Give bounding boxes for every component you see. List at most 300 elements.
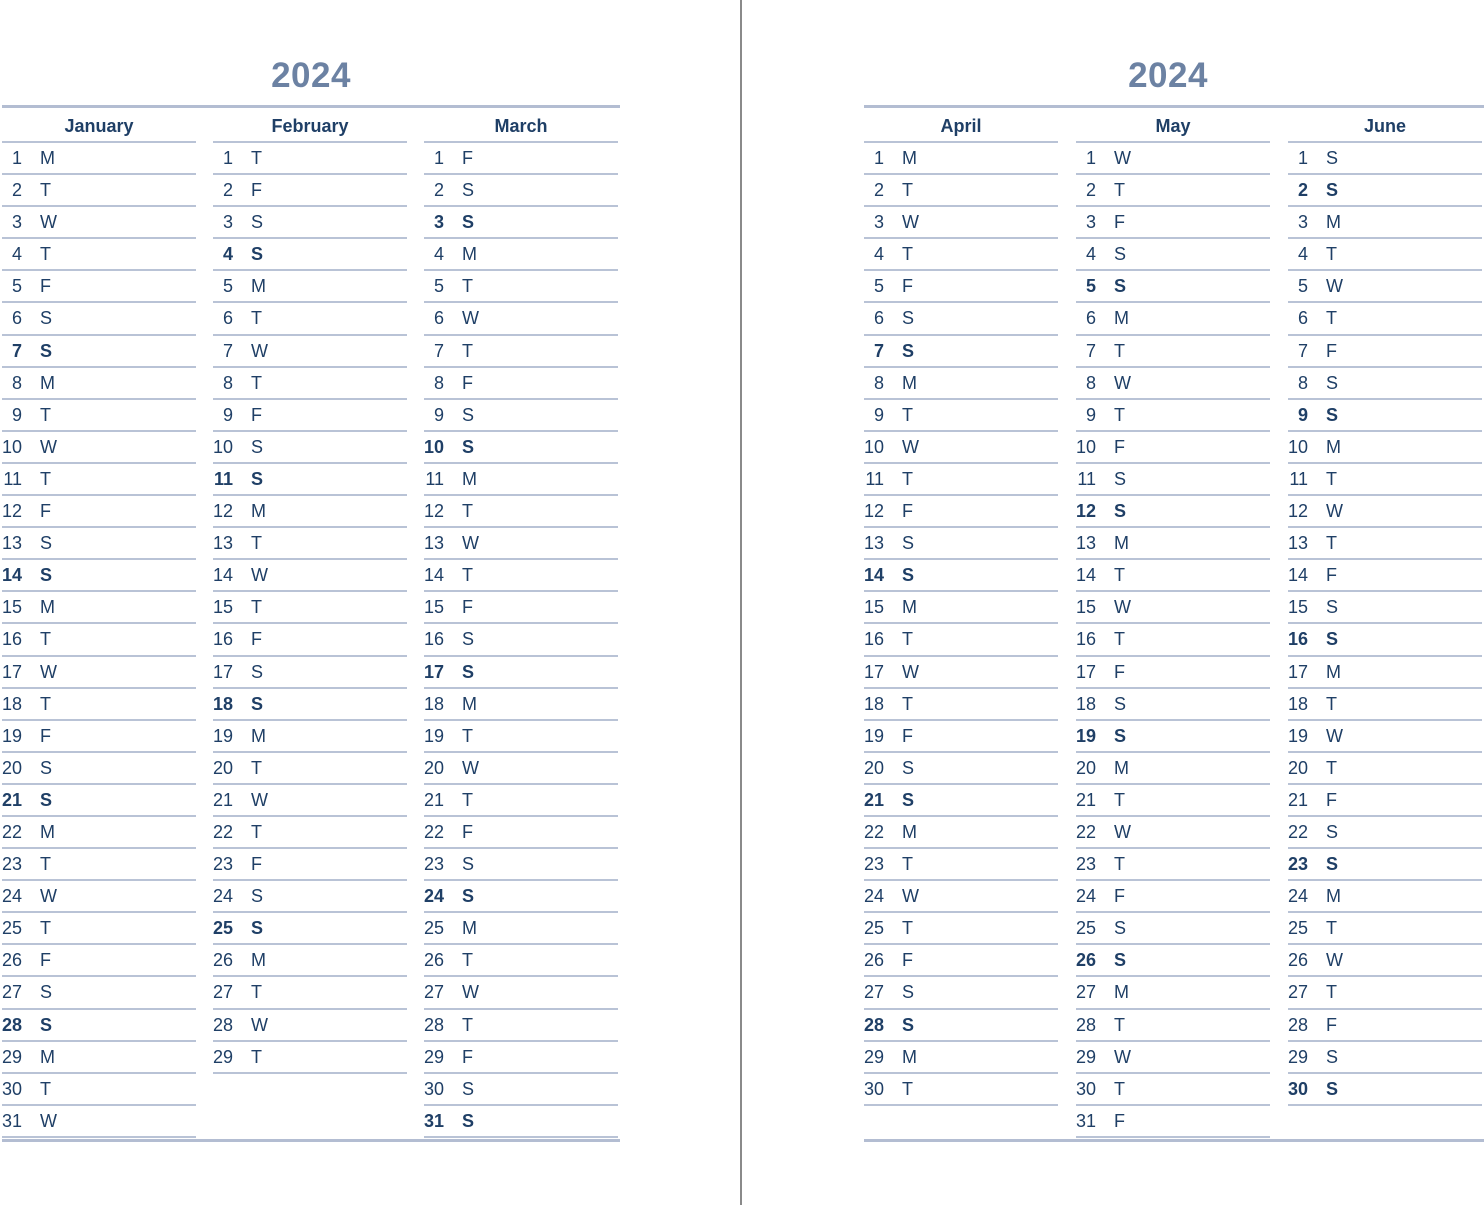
weekday-letter: W <box>1326 725 1343 746</box>
weekday-letter: M <box>1326 661 1341 682</box>
weekday-letter: W <box>40 212 57 233</box>
day-number: 3 <box>1085 212 1096 233</box>
day-row <box>424 721 618 753</box>
weekday-letter: S <box>902 789 915 810</box>
weekday-letter: S <box>251 693 264 714</box>
day-number: 1 <box>222 148 233 168</box>
day-number: 18 <box>423 693 444 714</box>
day-row <box>424 753 618 785</box>
weekday-letter: T <box>1114 404 1125 425</box>
day-row <box>1288 849 1482 881</box>
weekday-letter: W <box>1326 950 1343 971</box>
day-number: 16 <box>1075 629 1096 650</box>
day-number: 17 <box>423 661 444 682</box>
weekday-letter: S <box>1326 854 1339 875</box>
day-row <box>2 785 196 817</box>
weekday-letter: S <box>1114 501 1127 522</box>
day-number: 28 <box>863 1014 884 1035</box>
weekday-letter: T <box>1114 1078 1125 1099</box>
weekday-letter: T <box>1114 340 1125 361</box>
day-number: 2 <box>11 180 22 201</box>
day-number: 2 <box>873 180 884 201</box>
weekday-letter: S <box>1326 629 1339 650</box>
day-row <box>2 336 196 368</box>
weekday-letter: W <box>902 436 919 457</box>
day-number: 17 <box>1075 661 1096 682</box>
day-number: 8 <box>11 372 22 393</box>
weekday-letter: M <box>251 725 266 746</box>
day-row <box>2 817 196 849</box>
day-row <box>2 1010 196 1042</box>
day-row <box>864 753 1058 785</box>
day-number: 17 <box>1 661 22 682</box>
day-number: 7 <box>222 340 233 361</box>
day-row <box>213 528 407 560</box>
day-row <box>424 336 618 368</box>
weekday-letter: T <box>251 757 262 778</box>
day-row <box>864 913 1058 945</box>
day-row <box>424 817 618 849</box>
day-row <box>213 785 407 817</box>
day-row <box>864 464 1058 496</box>
day-number: 17 <box>1287 661 1308 682</box>
day-list <box>864 143 1058 1106</box>
day-number: 14 <box>423 565 444 586</box>
day-row <box>1076 1042 1270 1074</box>
weekday-letter: F <box>1326 565 1337 586</box>
day-number: 12 <box>1287 501 1308 522</box>
day-row <box>1288 1074 1482 1106</box>
weekday-letter: T <box>902 629 913 650</box>
bottom-rule <box>2 1139 620 1142</box>
calendar-page-right <box>864 0 1484 1205</box>
weekday-letter: F <box>251 854 262 875</box>
weekday-letter: T <box>902 1078 913 1099</box>
weekday-letter: M <box>902 148 917 168</box>
day-number: 7 <box>1085 340 1096 361</box>
weekday-letter: F <box>1326 789 1337 810</box>
day-row <box>864 432 1058 464</box>
weekday-letter: S <box>1326 148 1339 168</box>
day-number: 15 <box>212 597 233 618</box>
day-number: 3 <box>222 212 233 233</box>
weekday-letter: T <box>1326 757 1337 778</box>
day-number: 29 <box>212 1046 233 1067</box>
day-row <box>424 913 618 945</box>
top-rule <box>2 105 620 108</box>
weekday-letter: S <box>462 436 475 457</box>
day-row <box>213 303 407 335</box>
weekday-letter: F <box>1114 436 1125 457</box>
day-number: 11 <box>3 468 22 489</box>
day-number: 9 <box>222 404 233 425</box>
weekday-letter: S <box>462 661 475 682</box>
day-number: 4 <box>11 244 22 265</box>
day-row <box>1076 817 1270 849</box>
month-february <box>213 110 407 1074</box>
weekday-letter: W <box>40 661 57 682</box>
day-number: 10 <box>212 436 233 457</box>
day-row <box>1076 464 1270 496</box>
day-number: 18 <box>1 693 22 714</box>
day-row <box>1288 368 1482 400</box>
day-row <box>213 560 407 592</box>
weekday-letter: M <box>1114 308 1129 329</box>
weekday-letter: F <box>902 725 913 746</box>
weekday-letter: M <box>40 1046 55 1067</box>
day-row <box>2 1042 196 1074</box>
weekday-letter: S <box>462 886 475 907</box>
day-number: 27 <box>212 982 233 1003</box>
day-row <box>864 528 1058 560</box>
day-row <box>864 271 1058 303</box>
weekday-letter: S <box>251 468 264 489</box>
day-number: 30 <box>1287 1078 1308 1099</box>
day-row <box>864 1042 1058 1074</box>
month-title: May <box>1076 110 1270 143</box>
weekday-letter: S <box>462 180 475 201</box>
day-row <box>2 945 196 977</box>
day-number: 22 <box>1075 821 1096 842</box>
weekday-letter: F <box>1114 886 1125 907</box>
weekday-letter: W <box>462 308 479 329</box>
weekday-letter: W <box>251 565 268 586</box>
day-number: 14 <box>1075 565 1096 586</box>
day-list <box>1076 143 1270 1138</box>
day-row <box>864 1010 1058 1042</box>
day-row <box>1076 1106 1270 1138</box>
day-row <box>424 432 618 464</box>
day-number: 21 <box>1287 789 1308 810</box>
day-number: 15 <box>1287 597 1308 618</box>
day-row <box>1288 977 1482 1009</box>
weekday-letter: S <box>1326 404 1339 425</box>
day-row <box>424 271 618 303</box>
day-number: 20 <box>423 757 444 778</box>
day-row <box>213 239 407 271</box>
day-number: 6 <box>873 308 884 329</box>
month-title: February <box>213 110 407 143</box>
day-number: 8 <box>222 372 233 393</box>
day-row <box>424 400 618 432</box>
day-number: 12 <box>1075 501 1096 522</box>
day-number: 5 <box>433 276 444 297</box>
day-number: 14 <box>1 565 22 586</box>
day-row <box>1288 464 1482 496</box>
weekday-letter: T <box>902 468 913 489</box>
day-number: 26 <box>1 950 22 971</box>
weekday-letter: T <box>462 565 473 586</box>
calendar-page-left <box>2 0 620 1205</box>
weekday-letter: T <box>40 854 51 875</box>
day-row <box>424 592 618 624</box>
day-row <box>213 368 407 400</box>
day-number: 1 <box>433 148 444 168</box>
day-number: 23 <box>1075 854 1096 875</box>
weekday-letter: T <box>1114 854 1125 875</box>
day-row <box>213 1010 407 1042</box>
day-number: 12 <box>863 501 884 522</box>
day-number: 9 <box>11 404 22 425</box>
day-row <box>864 496 1058 528</box>
weekday-letter: W <box>40 436 57 457</box>
month-may <box>1076 110 1270 1138</box>
day-row <box>213 592 407 624</box>
weekday-letter: S <box>251 212 264 233</box>
day-number: 5 <box>873 276 884 297</box>
weekday-letter: S <box>902 533 915 554</box>
day-number: 28 <box>423 1014 444 1035</box>
day-row <box>1076 400 1270 432</box>
day-row <box>424 1106 618 1138</box>
weekday-letter: M <box>251 501 266 522</box>
day-row <box>1288 624 1482 656</box>
day-row <box>864 592 1058 624</box>
weekday-letter: T <box>462 276 473 297</box>
weekday-letter: M <box>902 821 917 842</box>
day-row <box>1076 560 1270 592</box>
weekday-letter: S <box>40 757 53 778</box>
weekday-letter: T <box>902 854 913 875</box>
day-number: 22 <box>212 821 233 842</box>
weekday-letter: W <box>251 1014 268 1035</box>
day-row <box>213 464 407 496</box>
day-number: 7 <box>11 340 22 361</box>
day-row <box>213 881 407 913</box>
day-list <box>1288 143 1482 1106</box>
day-row <box>424 881 618 913</box>
day-number: 28 <box>1287 1014 1308 1035</box>
day-row <box>864 368 1058 400</box>
day-number: 25 <box>1 918 22 939</box>
weekday-letter: S <box>902 1014 915 1035</box>
day-row <box>1076 785 1270 817</box>
page-divider <box>740 0 742 1205</box>
weekday-letter: T <box>462 950 473 971</box>
day-row <box>864 689 1058 721</box>
day-row <box>2 464 196 496</box>
day-number: 11 <box>213 468 233 489</box>
day-row <box>1076 336 1270 368</box>
day-row <box>2 368 196 400</box>
day-number: 24 <box>1075 886 1096 907</box>
day-number: 19 <box>1075 725 1096 746</box>
weekday-letter: F <box>462 372 473 393</box>
day-row <box>1076 624 1270 656</box>
weekday-letter: S <box>462 629 475 650</box>
day-number: 26 <box>212 950 233 971</box>
day-row <box>213 945 407 977</box>
day-number: 31 <box>1 1110 22 1131</box>
day-number: 16 <box>1 629 22 650</box>
day-number: 21 <box>423 789 444 810</box>
bottom-rule <box>864 1139 1484 1142</box>
weekday-letter: T <box>1114 180 1125 201</box>
day-row <box>2 175 196 207</box>
weekday-letter: S <box>251 244 264 265</box>
weekday-letter: M <box>902 597 917 618</box>
day-row <box>424 1074 618 1106</box>
day-number: 9 <box>433 404 444 425</box>
day-number: 15 <box>1075 597 1096 618</box>
day-row <box>1076 303 1270 335</box>
day-row <box>424 143 618 175</box>
day-row <box>864 721 1058 753</box>
day-number: 27 <box>863 982 884 1003</box>
day-row <box>424 303 618 335</box>
day-number: 2 <box>1085 180 1096 201</box>
day-row <box>1076 689 1270 721</box>
weekday-letter: F <box>40 276 51 297</box>
weekday-letter: T <box>40 468 51 489</box>
day-number: 4 <box>873 244 884 265</box>
weekday-letter: T <box>902 918 913 939</box>
day-row <box>1076 721 1270 753</box>
weekday-letter: T <box>1114 789 1125 810</box>
weekday-letter: T <box>1326 308 1337 329</box>
day-number: 19 <box>212 725 233 746</box>
weekday-letter: M <box>40 597 55 618</box>
weekday-letter: T <box>1114 629 1125 650</box>
day-number: 7 <box>873 340 884 361</box>
weekday-letter: M <box>902 372 917 393</box>
day-number: 17 <box>212 661 233 682</box>
year-heading: 2024 <box>1128 56 1208 95</box>
weekday-letter: S <box>40 789 53 810</box>
day-number: 27 <box>423 982 444 1003</box>
day-row <box>213 432 407 464</box>
day-row <box>2 624 196 656</box>
weekday-letter: S <box>462 1110 475 1131</box>
weekday-letter: M <box>462 468 477 489</box>
day-number: 27 <box>1 982 22 1003</box>
weekday-letter: S <box>251 918 264 939</box>
weekday-letter: M <box>462 918 477 939</box>
weekday-letter: S <box>1114 918 1127 939</box>
day-number: 25 <box>1075 918 1096 939</box>
day-number: 1 <box>1085 148 1096 168</box>
day-number: 13 <box>1075 533 1096 554</box>
day-number: 30 <box>1075 1078 1096 1099</box>
weekday-letter: S <box>40 1014 53 1035</box>
weekday-letter: F <box>902 950 913 971</box>
day-row <box>1076 143 1270 175</box>
day-row <box>864 785 1058 817</box>
day-row <box>1076 657 1270 689</box>
day-number: 12 <box>212 501 233 522</box>
day-number: 13 <box>863 533 884 554</box>
day-row <box>2 207 196 239</box>
day-number: 11 <box>1289 468 1308 489</box>
day-row <box>1076 1074 1270 1106</box>
day-number: 5 <box>11 276 22 297</box>
month-april <box>864 110 1058 1106</box>
day-number: 16 <box>863 629 884 650</box>
day-row <box>2 753 196 785</box>
weekday-letter: F <box>462 148 473 168</box>
weekday-letter: T <box>1326 918 1337 939</box>
day-number: 28 <box>1 1014 22 1035</box>
day-number: 15 <box>863 597 884 618</box>
day-number: 14 <box>212 565 233 586</box>
day-row <box>1076 753 1270 785</box>
day-number: 3 <box>1297 212 1308 233</box>
weekday-letter: S <box>251 886 264 907</box>
day-row <box>2 849 196 881</box>
day-number: 9 <box>1085 404 1096 425</box>
weekday-letter: W <box>1114 597 1131 618</box>
day-number: 25 <box>863 918 884 939</box>
day-number: 21 <box>1 789 22 810</box>
day-row <box>1076 1010 1270 1042</box>
day-row <box>1288 881 1482 913</box>
day-row <box>213 1042 407 1074</box>
day-number: 5 <box>1085 276 1096 297</box>
day-row <box>1288 945 1482 977</box>
weekday-letter: M <box>902 1046 917 1067</box>
day-number: 10 <box>1287 436 1308 457</box>
day-number: 3 <box>433 212 444 233</box>
weekday-letter: W <box>251 340 268 361</box>
weekday-letter: W <box>40 886 57 907</box>
day-row <box>2 496 196 528</box>
day-number: 23 <box>1 854 22 875</box>
day-row <box>424 1042 618 1074</box>
weekday-letter: T <box>462 501 473 522</box>
day-number: 1 <box>873 148 884 168</box>
weekday-letter: S <box>1326 1078 1339 1099</box>
day-row <box>864 849 1058 881</box>
day-number: 8 <box>873 372 884 393</box>
weekday-letter: F <box>40 950 51 971</box>
day-number: 2 <box>433 180 444 201</box>
day-row <box>864 560 1058 592</box>
weekday-letter: F <box>1326 340 1337 361</box>
day-row <box>213 753 407 785</box>
weekday-letter: T <box>1326 244 1337 265</box>
day-number: 4 <box>222 244 233 265</box>
weekday-letter: W <box>1326 276 1343 297</box>
day-number: 24 <box>212 886 233 907</box>
day-number: 22 <box>863 821 884 842</box>
day-number: 19 <box>1 725 22 746</box>
day-number: 10 <box>863 436 884 457</box>
weekday-letter: M <box>1326 436 1341 457</box>
day-row <box>2 977 196 1009</box>
day-number: 21 <box>212 789 233 810</box>
day-number: 4 <box>433 244 444 265</box>
day-row <box>1288 721 1482 753</box>
day-number: 23 <box>212 854 233 875</box>
day-row <box>1288 271 1482 303</box>
weekday-letter: F <box>40 725 51 746</box>
weekday-letter: F <box>1326 1014 1337 1035</box>
day-number: 31 <box>1075 1110 1096 1131</box>
day-row <box>1288 560 1482 592</box>
weekday-letter: T <box>902 180 913 201</box>
day-row <box>2 432 196 464</box>
day-number: 14 <box>863 565 884 586</box>
weekday-letter: S <box>1326 180 1339 201</box>
weekday-letter: S <box>1326 1046 1339 1067</box>
day-row <box>2 271 196 303</box>
day-number: 27 <box>1287 982 1308 1003</box>
day-row <box>864 207 1058 239</box>
day-row <box>424 207 618 239</box>
month-january <box>2 110 196 1138</box>
day-number: 13 <box>212 533 233 554</box>
day-row <box>424 849 618 881</box>
